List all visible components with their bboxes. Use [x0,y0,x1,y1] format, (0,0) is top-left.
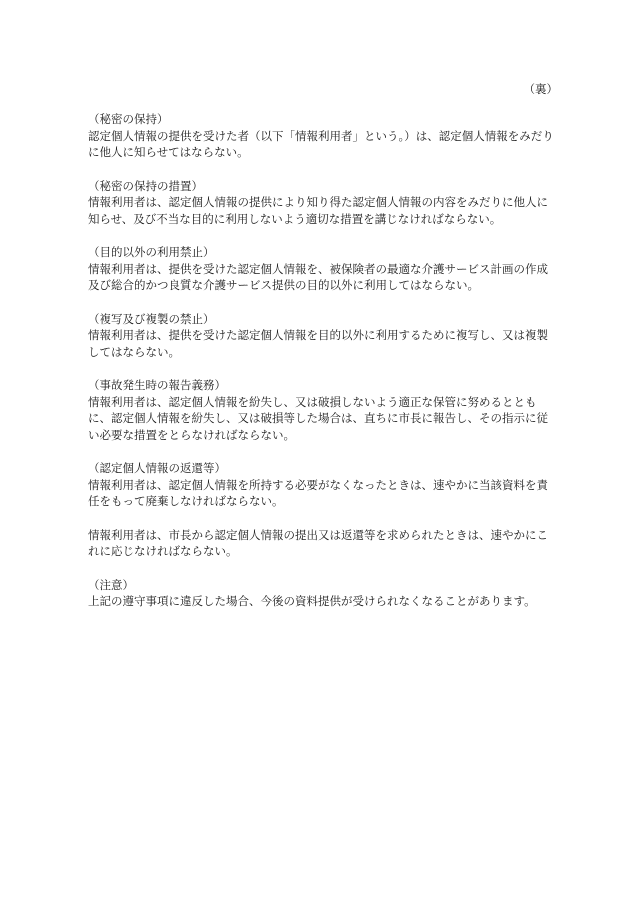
section-body: 情報利用者は、市長から認定個人情報の提出又は返還等を求められたときは、速やかにこれに応じなければならない。 [88,527,548,558]
section-body: 上記の遵守事項に違反した場合、今後の資料提供が受けられなくなることがあります。 [88,594,536,608]
section-heading: （事故発生時の報告義務） [88,378,226,392]
section-body: 情報利用者は、認定個人情報の提供により知り得た認定個人情報の内容をみだりに他人に知らせ、及び不当な目的に利用しないよう適切な措置を講じなければならない。 [88,195,548,226]
section-confidentiality [88,111,558,161]
section-return-request [88,527,558,560]
section-confidentiality-measures [88,178,558,228]
section-copy-prohibition [88,311,558,361]
section-heading: （複写及び複製の禁止） [88,311,215,326]
section-body: 情報利用者は、提供を受けた認定個人情報を目的以外に利用するために複写し、又は複製してはならない。 [88,328,548,359]
section-return-of-information [88,460,558,510]
section-heading: （認定個人情報の返還等） [88,461,226,475]
section-heading: （秘密の保持） [88,112,169,126]
section-body: 情報利用者は、提供を受けた認定個人情報を、被保険者の最適な介護サービス計画の作成及び総合的かつ良質な介護サービス提供の目的以外に利用してはならない。 [88,261,548,292]
section-incident-reporting [88,377,558,443]
section-heading: （注意） [88,577,134,592]
section-heading: （秘密の保持の措置） [88,178,203,193]
rules-content [88,111,558,627]
section-body: 情報利用者は、認定個人情報を所持する必要がなくなったときは、速やかに当該資料を責任をもって廃棄しなければならない。 [88,477,548,508]
section-body: 情報利用者は、認定個人情報を紛失し、又は破損しないよう適正な保管に努めるとともに、認定個人情報を紛失し、又は破損等した場合は、直ちに市長に報告し、その指示に従い必要な措置をとらなければならない。 [88,394,548,442]
section-caution [88,577,558,610]
section-heading: （目的以外の利用禁止） [88,245,215,259]
section-purpose-limitation [88,244,558,294]
back-side-mark: （裏） [523,82,558,96]
section-body: 認定個人情報の提供を受けた者（以下「情報利用者」という。）は、認定個人情報をみだりに他人に知らせてはならない。 [88,128,554,159]
